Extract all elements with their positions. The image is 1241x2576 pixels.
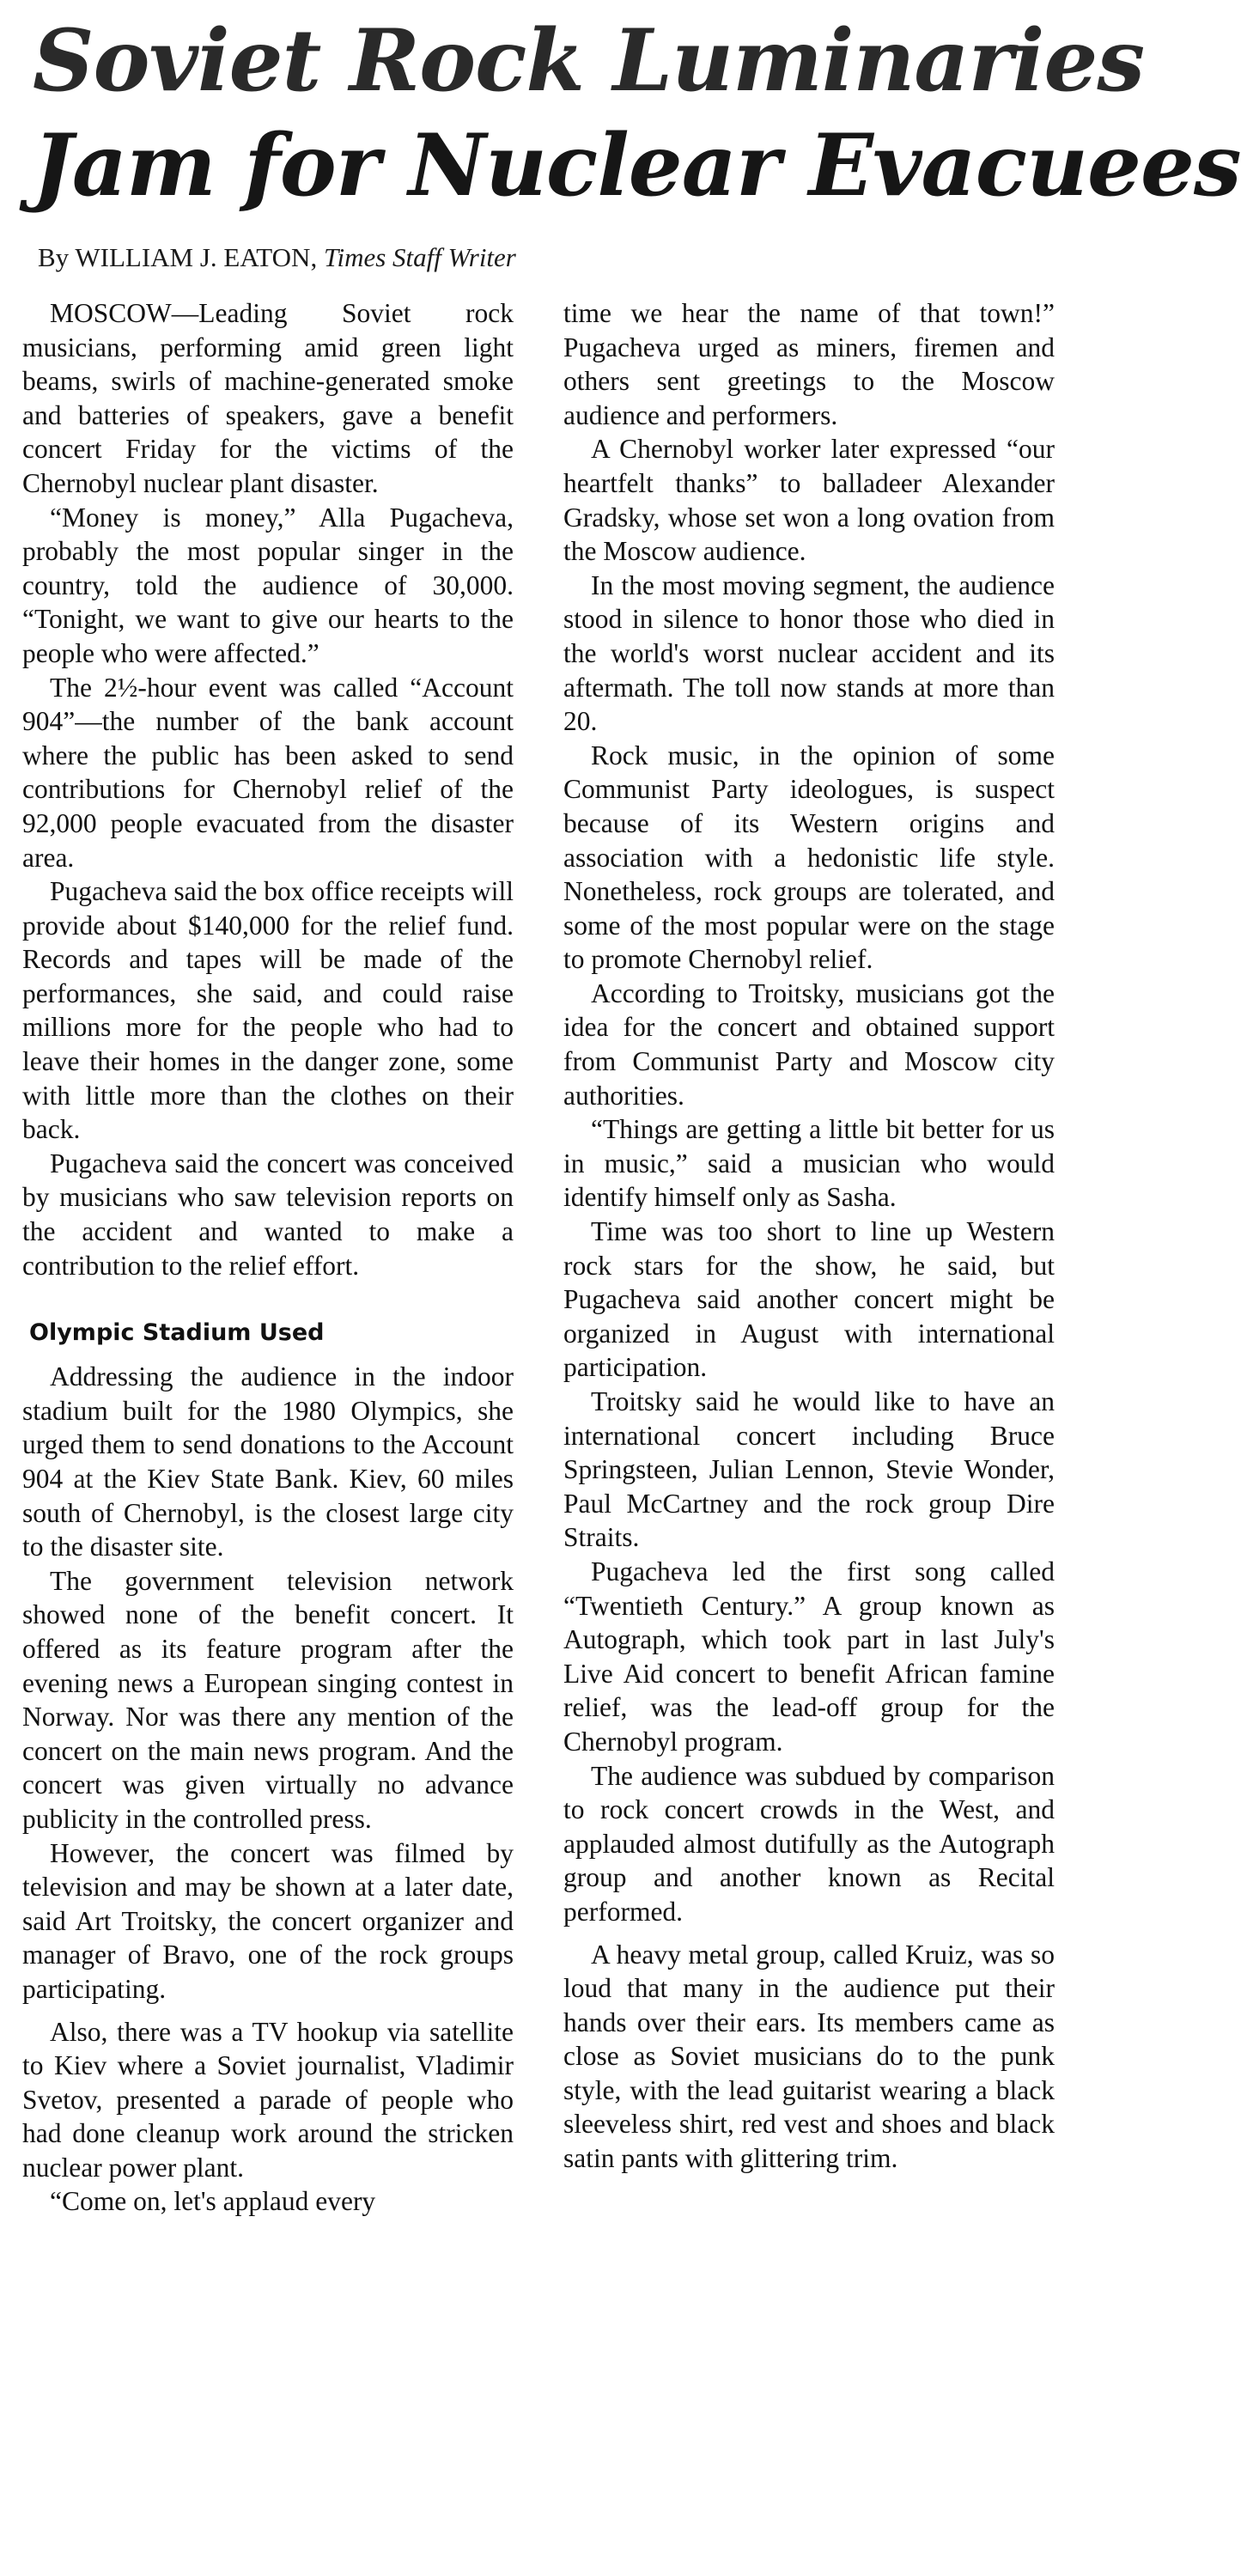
paragraph: “Things are getting a little bit better for us in music,” said a musician who would identify himself only as Sasha. (563, 1114, 1055, 1213)
byline-author: By WILLIAM J. EATON, (38, 242, 318, 272)
byline-credit: Times Staff Writer (323, 242, 516, 272)
paragraph: “Money is money,” Alla Pugacheva, probably the most popular singer in the country, told the audience of 30,000. “Tonight, we want to give our hearts to the people who were affected.” (22, 502, 514, 668)
paragraph: The audience was subdued by comparison to rock concert crowds in the West, and applauded almost dutifully as the Autograph group and another known as Recital performed. (563, 1760, 1055, 1927)
paragraph: However, the concert was filmed by television and may be shown at a later date, said Art Troitsky, the concert organizer and manager of Bravo, one of the rock groups participating. (22, 1837, 514, 2004)
paragraph: The 2½-hour event was called “Account 904”—the number of the bank account where the public has been asked to send contributions for Chernobyl relief of the 92,000 people evacuated from the disaster area. (22, 672, 514, 873)
paragraph: According to Troitsky, musicians got the idea for the concert and obtained support from Communist Party and Moscow city authorities. (563, 977, 1055, 1111)
paragraph: “Come on, let's applaud every (50, 2186, 376, 2217)
paragraph: Rock music, in the opinion of some Communist Party ideologues, is suspect because of its Western origins and association with a hedonistic life style. Nonetheless, rock groups are tolerated, and some of the most popular were on the stage to promote Chernobyl relief. (563, 740, 1055, 975)
paragraph: A heavy metal group, called Kruiz, was so loud that many in the audience put their hands over their ears. Its members came as close as Soviet musicians do to the punk style, with the lead guitarist wearing a black sleeveless shirt, red vest and shoes and black satin pants with glittering trim. (563, 1939, 1055, 2174)
paragraph: In the most moving segment, the audience stood in silence to honor those who died in the world's worst nuclear accident and its aftermath. The toll now stands at more than 20. (563, 569, 1055, 737)
headline (33, 9, 1241, 218)
paragraph: Also, there was a TV hookup via satellite to Kiev where a Soviet journalist, Vladimir Svetov, presented a parade of people who had done cleanup work around the stricken nuclear power plant. (22, 2016, 514, 2183)
paragraph: Troitsky said he would like to have an international concert including Bruce Springsteen, Julian Lennon, Stevie Wonder, Paul McCartney and the rock group Dire Straits. (563, 1386, 1055, 1553)
article-column-right (563, 296, 1055, 2176)
paragraph: The government television network showed none of the benefit concert. It offered as its feature program after the evening news a European singing contest in Norway. Nor was there any mention of the concert on the main news program. And the concert was given virtually no advance publicity in the controlled press. (22, 1565, 514, 1834)
paragraph: Pugacheva said the box office receipts will provide about $140,000 for the relief fund. Records and tapes will be made of the performances, she said, and could raise millions more for the people who had to leave their homes in the danger zone, some with little more than the clothes on their back. (22, 876, 514, 1145)
paragraph: Pugacheva said the concert was conceived by musicians who saw television reports on the accident and wanted to make a contribution to the relief effort. (22, 1148, 514, 1281)
subheading: Olympic Stadium Used (29, 1319, 325, 1347)
paragraph: time we hear the name of that town!” Pugacheva urged as miners, firemen and others sent greetings to the Moscow audience and performers. (563, 298, 1055, 430)
paragraph: A Chernobyl worker later expressed “our heartfelt thanks” to balladeer Alexander Gradsky, whose set won a long ovation from the Moscow audience. (563, 434, 1055, 567)
headline-line-1: Soviet Rock Luminaries (33, 11, 1145, 111)
paragraph: Time was too short to line up Western rock stars for the show, he said, but Pugacheva said another concert might be organized in August with international participation. (563, 1216, 1055, 1383)
article-column-left (22, 296, 514, 2219)
paragraph: Addressing the audience in the indoor stadium built for the 1980 Olympics, she urged them to send donations to the Account 904 at the Kiev State Bank. Kiev, 60 miles south of Chernobyl, is the closest large city to the disaster site. (22, 1361, 514, 1562)
byline (38, 241, 516, 275)
paragraph: MOSCOW—Leading Soviet rock musicians, performing amid green light beams, swirls of machine-generated smoke and batteries of speakers, gave a benefit concert Friday for the victims of the Chernobyl nuclear plant disaster. (22, 298, 514, 498)
headline-line-2: Jam for Nuclear Evacuees (33, 116, 1241, 216)
paragraph: Pugacheva led the first song called “Twentieth Century.” A group known as Autograph, which took part in last July's Live Aid concert to benefit African famine relief, was the lead-off group for the Chernobyl program. (563, 1556, 1055, 1757)
